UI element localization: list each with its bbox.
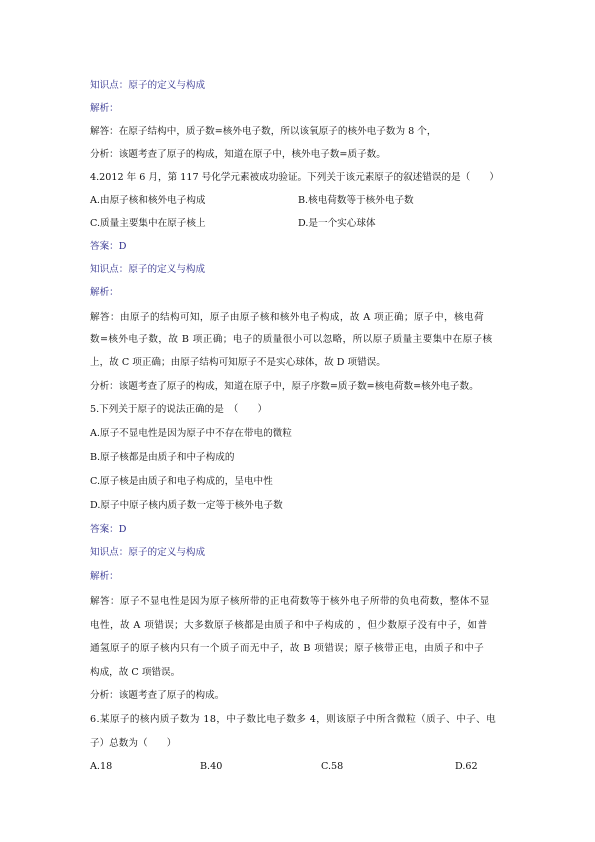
question-6-stem-cont: 子）总数为（ ） [90, 738, 177, 749]
question-5-option-a: A.原子不显电性是因为原子中不存在带电的微粒 [90, 428, 292, 439]
question-4-option-c: C.质量主要集中在原子核上 [90, 218, 206, 229]
answer-explanation: 解答：由原子的结构可知，原子由原子核和核外电子构成，故 A 项正确；原子中，核电荷 [90, 312, 484, 323]
analysis-heading: 解析： [90, 571, 119, 582]
question-4-stem: 4.2012 年 6 月，第 117 号化学元素被成功验证。下列关于该元素原子的叙述错误的是（ ） [90, 172, 500, 183]
question-6-option-d: D.62 [455, 761, 478, 772]
question-4-option-a: A.由原子核和核外电子构成 [90, 195, 206, 206]
question-5-stem: 5.下列关于原子的说法正确的是 （ ） [90, 404, 268, 415]
question-6-option-c: C.58 [321, 761, 344, 772]
answer-label: 答案：D [90, 524, 127, 535]
knowledge-point-label: 知识点：原子的定义与构成 [90, 80, 206, 91]
answer-label: 答案：D [90, 241, 127, 252]
question-4-option-d: D.是一个实心球体 [298, 218, 376, 229]
answer-explanation: 解答：原子不显电性是因为原子核所带的正电荷数等于核外电子所带的负电荷数，整体不显 [90, 596, 490, 607]
knowledge-point-label: 知识点：原子的定义与构成 [90, 264, 206, 275]
analysis-heading: 解析： [90, 287, 119, 298]
question-4-option-b: B.核电荷数等于核外电子数 [298, 195, 414, 206]
knowledge-point-label: 知识点：原子的定义与构成 [90, 547, 206, 558]
question-6-stem: 6.某原子的核内质子数为 18，中子数比电子数多 4，则该原子中所含微粒（质子、中子、电 [90, 714, 497, 725]
analysis-note: 分析：该题考查了原子的构成，知道在原子中，原子序数=质子数=核电荷数=核外电子数。 [90, 381, 479, 392]
question-6-option-a: A.18 [90, 761, 113, 772]
answer-explanation: 电性，故 A 项错误；大多数原子核都是由质子和中子构成的 ，但少数原子没有中子，如普 [90, 620, 488, 631]
question-5-option-d: D.原子中原子核内质子数一定等于核外电子数 [90, 500, 283, 511]
answer-explanation: 数=核外电子数，故 B 项正确；电子的质量很小可以忽略，所以原子质量主要集中在原子核 [90, 334, 493, 345]
question-5-option-c: C.原子核是由质子和电子构成的，呈电中性 [90, 476, 273, 487]
answer-explanation: 通氢原子的原子核内只有一个质子而无中子，故 B 项错误；原子核带正电，由质子和中子 [90, 643, 485, 654]
question-5-option-b: B.原子核都是由质子和中子构成的 [90, 452, 235, 463]
analysis-heading: 解析： [90, 103, 119, 114]
question-6-option-b: B.40 [200, 761, 223, 772]
answer-explanation: 解答：在原子结构中，质子数=核外电子数，所以该氧原子的核外电子数为 8 个， [90, 126, 437, 137]
answer-explanation: 上，故 C 项正确；由原子结构可知原子不是实心球体，故 D 项错误。 [90, 357, 386, 368]
answer-explanation: 构成，故 C 项错误。 [90, 667, 181, 678]
analysis-note: 分析：该题考查了原子的构成，知道在原子中，核外电子数=质子数。 [90, 149, 386, 160]
analysis-note: 分析：该题考查了原子的构成。 [90, 690, 225, 701]
